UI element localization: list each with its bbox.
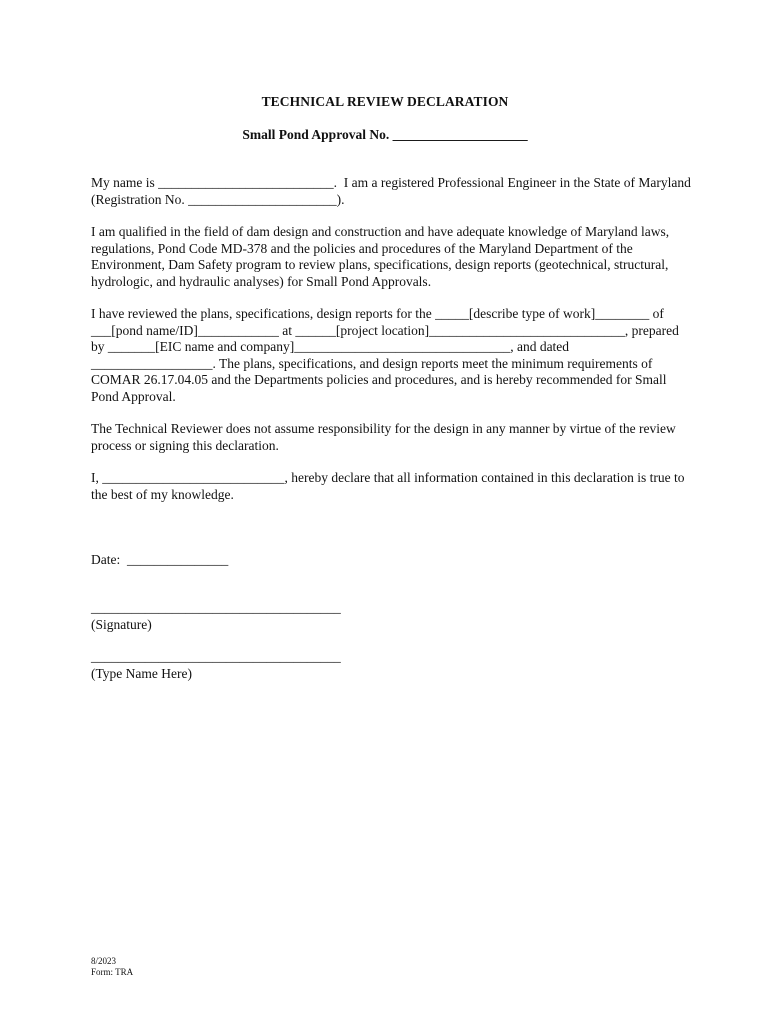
footer-revision-date: 8/2023 xyxy=(91,956,117,966)
footer-form-id: Form: TRA xyxy=(91,967,134,977)
qualification-paragraph: I am qualified in the field of dam design and construction and have adequate knowledge of Maryland laws, regulations, Pond Code MD-378 and the policies and procedures of the Maryland Department of the Environment, Dam Safety program to review plans, specifications, design reports (geotechnical, structural, hydrologic, and hydraulic analyses) for Small Pond Approvals. xyxy=(91,224,673,289)
signature-label: (Signature) xyxy=(91,617,152,632)
date-line: Date: _______________ xyxy=(91,552,229,567)
document-title: TECHNICAL REVIEW DECLARATION xyxy=(261,94,509,109)
review-paragraph: I have reviewed the plans, specifications, design reports for the _____[describe type of work]________ of ___[pond name/ID]____________ at ______[project location]_____________________________, prepared by _______[EIC name and company]________________________________, and dated __________________. The plans, specifications, and design reports meet the minimum requirements of COMAR 26.17.04.05 and the Departments policies and procedures, and is hereby recommended for Small Pond Approval. xyxy=(91,306,683,404)
signature-rule: _____________________________________ xyxy=(91,600,341,615)
type-name-label: (Type Name Here) xyxy=(91,666,192,681)
approval-number-line: Small Pond Approval No. ____________________ xyxy=(242,127,528,142)
responsibility-paragraph: The Technical Reviewer does not assume responsibility for the design in any manner by virtue of the review process or signing this declaration. xyxy=(91,421,680,453)
engineer-name-paragraph: My name is __________________________. I am a registered Professional Engineer in the State of Maryland (Registration No. ______________________). xyxy=(91,175,695,207)
type-name-rule: _____________________________________ xyxy=(91,649,341,664)
declaration-paragraph: I, ___________________________, hereby declare that all information contained in this declaration is true to the best of my knowledge. xyxy=(91,470,688,502)
